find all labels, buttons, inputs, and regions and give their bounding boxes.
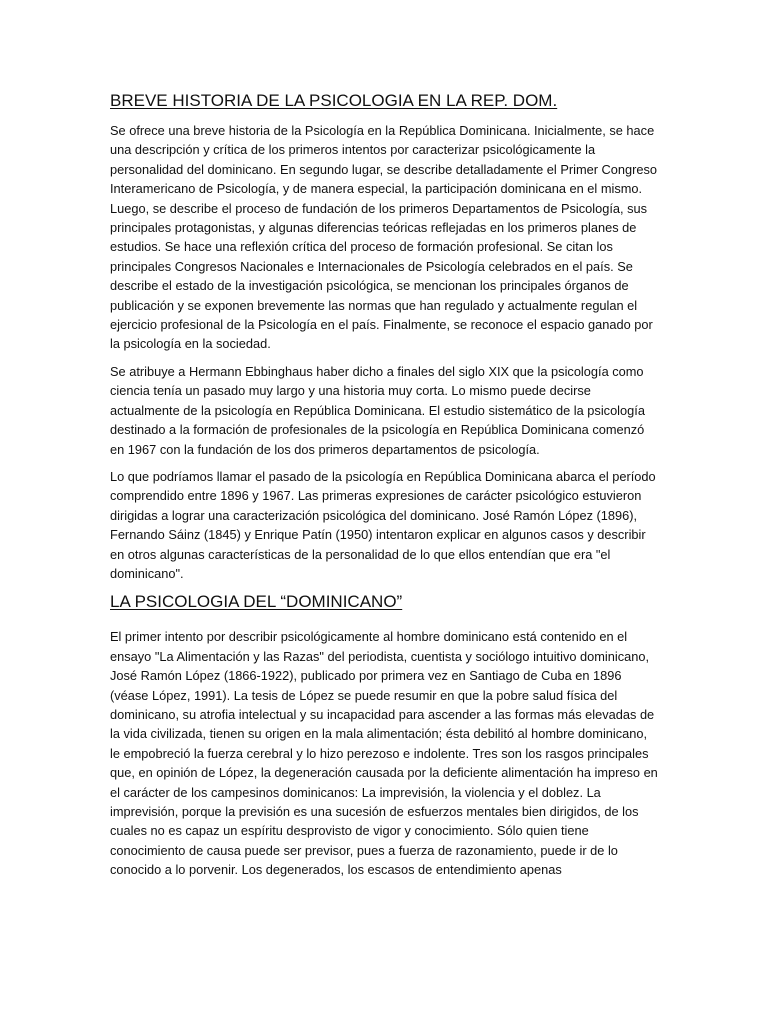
ebbinghaus-paragraph: Se atribuye a Hermann Ebbinghaus haber dicho a finales del siglo XIX que la psicología como ciencia tenía un pasado muy largo y una historia muy corta. Lo mismo puede decirse actualmente de la psicología en República Dominicana. El estudio sistemático de la psicología destinado a la formación de profesionales de la psicología en República Dominicana comenzó en 1967 con la fundación de los dos primeros departamentos de psicología. bbox=[110, 363, 645, 457]
title-heading: BREVE HISTORIA DE LA PSICOLOGIA EN LA REP. DOM. bbox=[110, 91, 558, 110]
section-heading: LA PSICOLOGIA DEL “DOMINICANO” bbox=[110, 592, 403, 612]
abstract-paragraph: Se ofrece una breve historia de la Psicología en la República Dominicana. Inicialmente, se hace una descripción y crítica de los primeros intentos por caracterizar psicológicamente la personalidad del dominicano. En segundo lugar, se describe detalladamente el Primer Congreso Interamericano de Psicología, y de manera especial, la participación dominicana en el mismo. Luego, se describe el proceso de fundación de los primeros Departamentos de Psicología, sus principales protagonistas, y algunas diferencias teóricas reflejadas en los primeros planes de estudios. Se hace una reflexión crítica del proceso de formación profesional. Se citan los principales Congresos Nacionales e Internacionales de Psicología celebrados en el país. Se describe el estado de la investigación psicológica, se mencionan los principales órganos de publicación y se exponen brevemente las normas que han regulado y actualmente regulan el ejercicio profesional de la Psicología en el país. Finalmente, se reconoce el espacio ganado por la psicología en la sociedad. bbox=[110, 123, 658, 352]
past-paragraph: Lo que podríamos llamar el pasado de la psicología en República Dominicana abarca el período comprendido entre 1896 y 1967. Las primeras expresiones de carácter psicológico estuvieron dirigidas a lograr una caracterización psicológica del dominicano. José Ramón López (1896), Fernando Sáinz (1845) y Enrique Patín (1950) intentaron explicar en algunos casos y describir en otros algunas características de la personalidad de lo que ellos entendían que era "el dominicano". bbox=[110, 468, 656, 581]
lopez-paragraph: El primer intento por describir psicológicamente al hombre dominicano está contenido en el ensayo "La Alimentación y las Razas" del periodista, cuentista y sociólogo intuitivo dominicano, José Ramón López (1866-1922), publicado por primera vez en Santiago de Cuba en 1896 (véase López, 1991). La tesis de López se puede resumir en que la pobre salud física del dominicano, su atrofia intelectual y su incapacidad para ascender a las formas más elevadas de la vida civilizada, tienen su origen en la mala alimentación; ésta debilitó al hombre dominicano, le empobreció la fuerza cerebral y lo hizo perezoso e indolente. Tres son los rasgos principales que, en opinión de López, la degeneración causada por la deficiente alimentación ha impreso en el carácter de los campesinos dominicanos: La imprevisión, la violencia y el doblez. La imprevisión, porque la previsión es una sucesión de esfuerzos mentales bien dirigidos, de los cuales no es capaz un espíritu desprovisto de vigor y conocimiento. Sólo quien tiene conocimiento de causa puede ser previsor, pues a fuerza de razonamiento, puede ir de lo conocido a lo porvenir. Los degenerados, los escasos de entendimiento apenas bbox=[110, 629, 658, 878]
